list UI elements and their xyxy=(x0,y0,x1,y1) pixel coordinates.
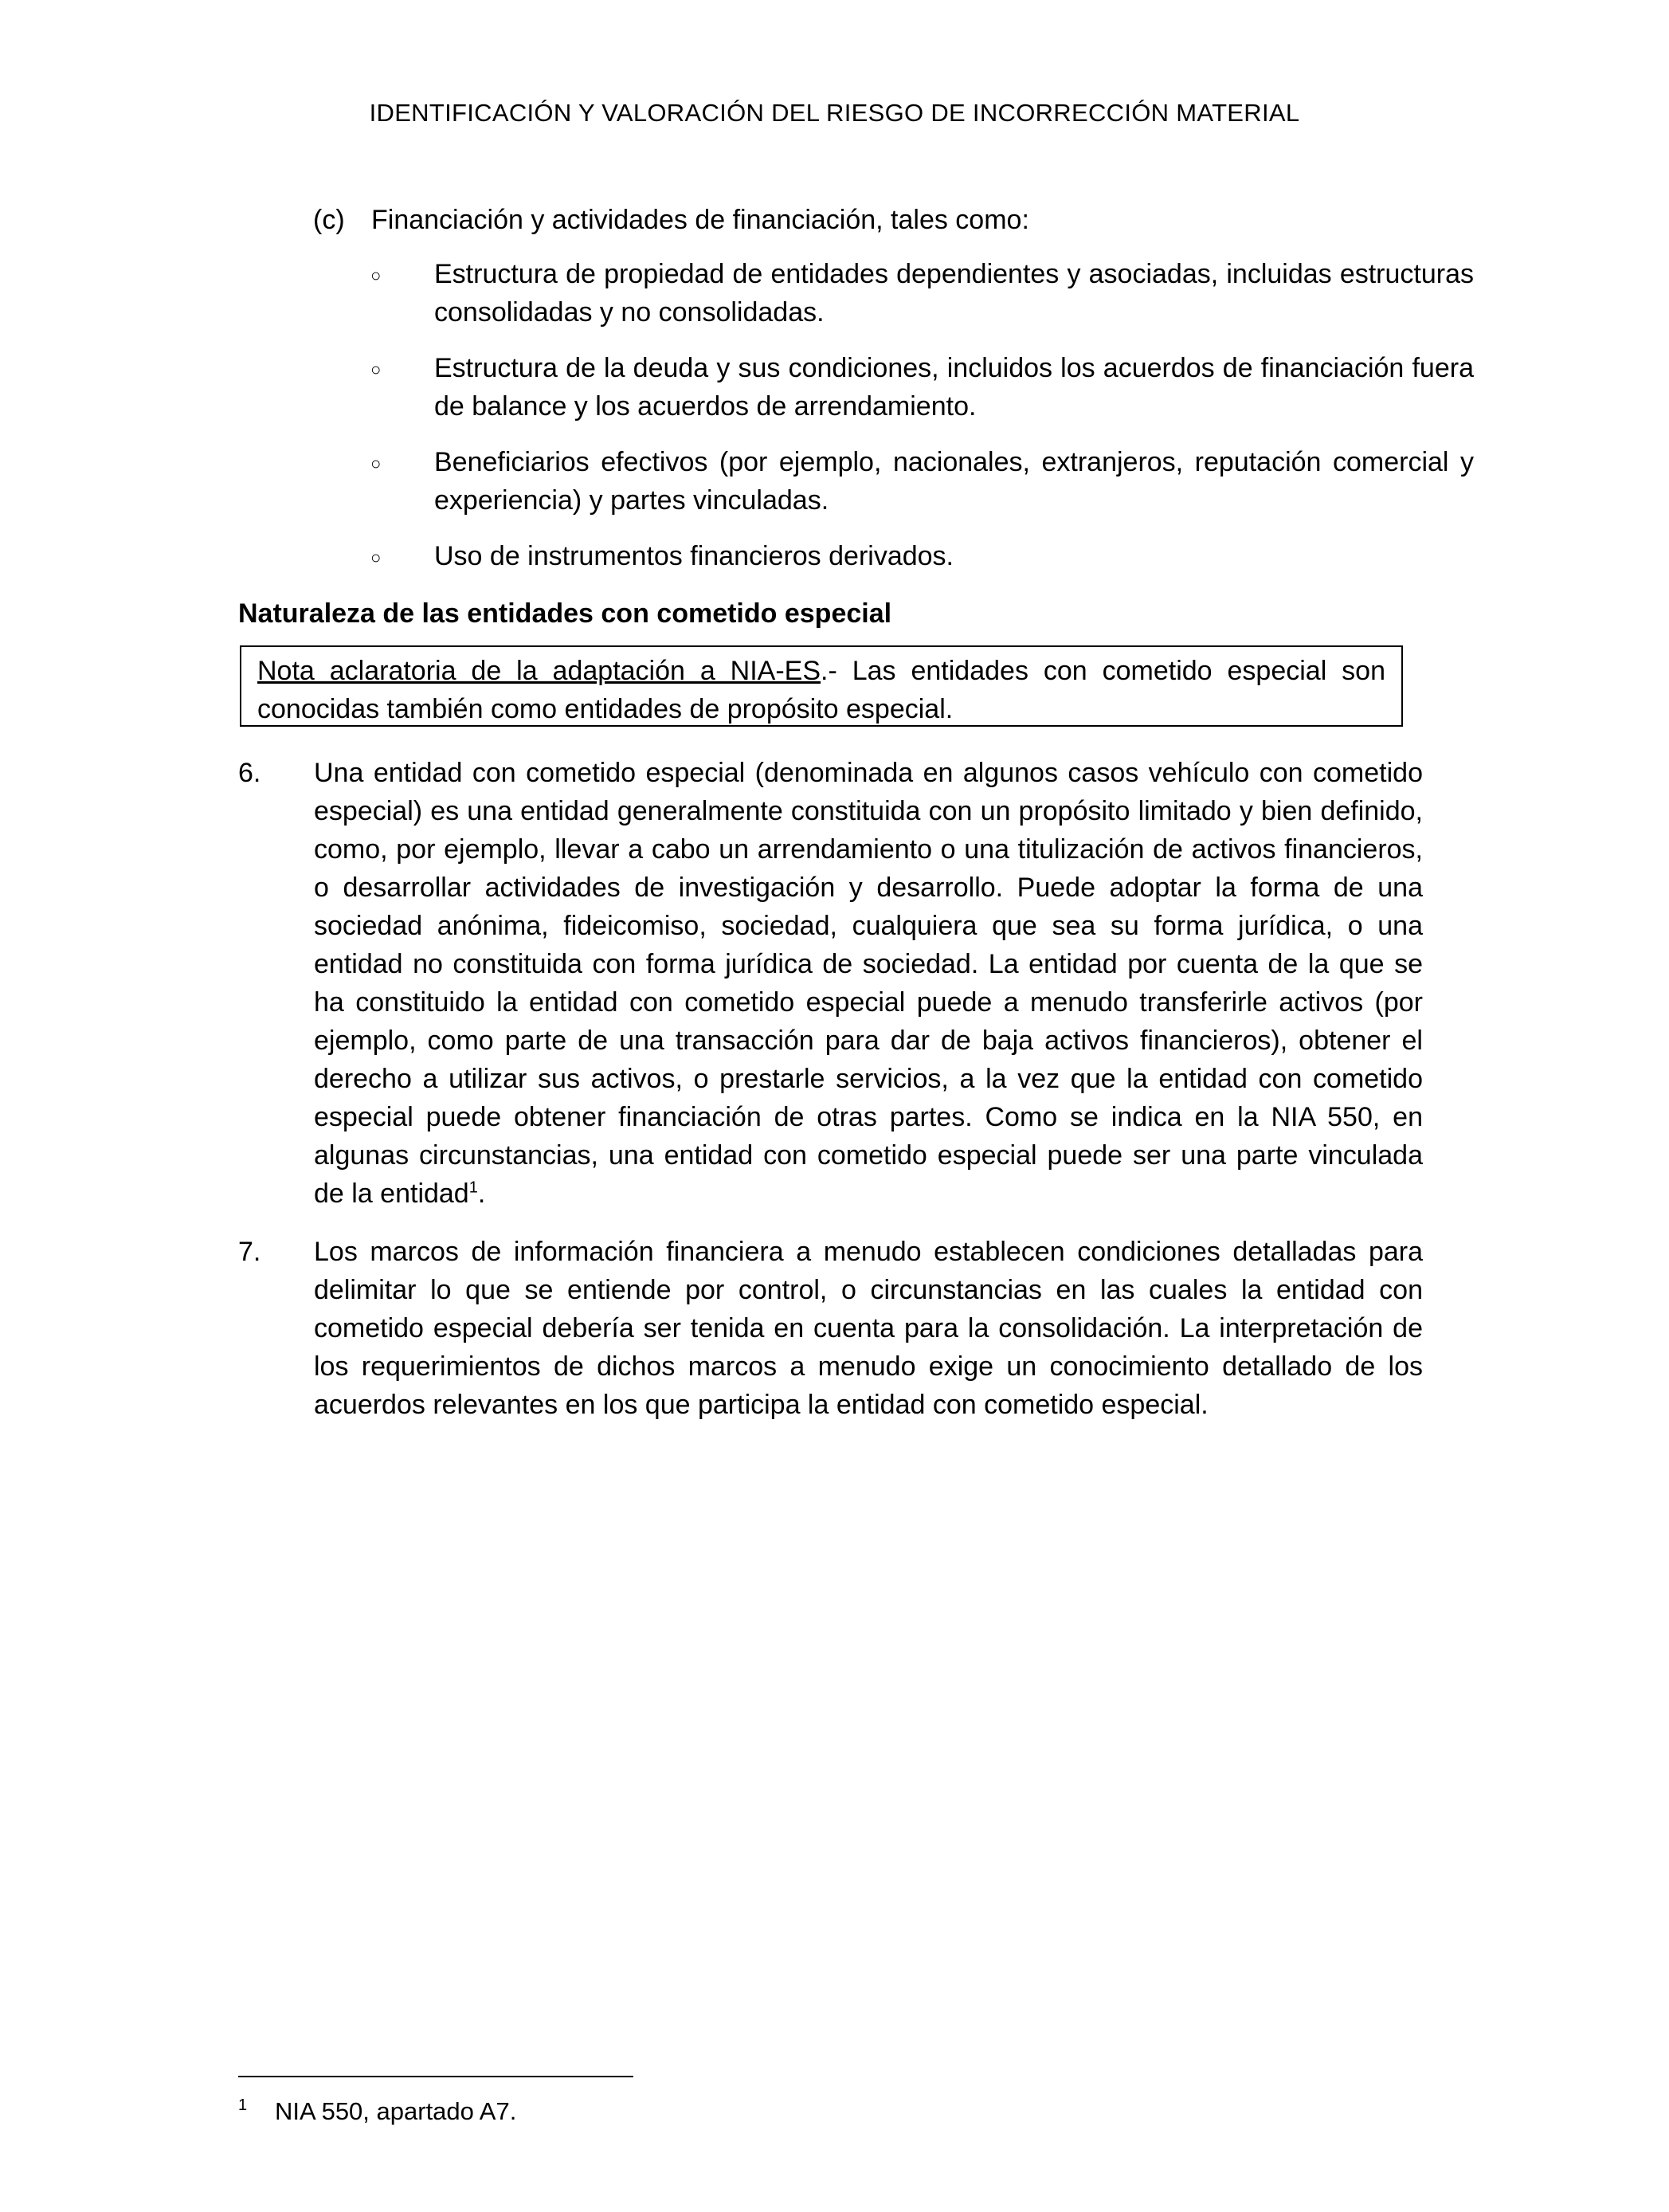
paragraph-text: Los marcos de información financiera a menudo establecen condiciones detalladas para delimitar lo que se entiende por control, o circunstancias en las cuales la entidad con cometido especial debería ser tenida en cuenta para la consolidación. La interpretación de los requerimientos de dichos marcos a menudo exige un conocimiento detallado de los acuerdos relevantes en los que participa la entidad con cometido especial. xyxy=(314,1237,1423,1420)
paragraph-text xyxy=(314,754,1423,1213)
list-marker: (c) xyxy=(313,205,345,235)
footnote-separator xyxy=(238,2076,633,2077)
section-heading: Naturaleza de las entidades con cometido especial xyxy=(238,598,892,629)
bullet-text: Beneficiarios efectivos (por ejemplo, nacionales, extranjeros, reputación comercial y experiencia) y partes vinculadas. xyxy=(434,447,1474,516)
paragraph-body: Una entidad con cometido especial (denominada en algunos casos vehículo con cometido especial) es una entidad generalmente constituida con un propósito limitado y bien definido, como, por ejemplo, llevar a cabo un arrendamiento o una titulización de activos financieros, o desarrollar actividades de investigación y desarrollo. Puede adoptar la forma de una sociedad anónima, fideicomiso, sociedad, cualquiera que sea su forma jurídica, o una entidad no constituida con forma jurídica de sociedad. La entidad por cuenta de la que se ha constituido la entidad con cometido especial puede a menudo transferirle activos (por ejemplo, como parte de una transacción para dar de baja activos financieros), obtener el derecho a utilizar sus activos, o prestarle servicios, a la vez que la entidad con cometido especial puede obtener financiación de otras partes. Como se indica en la NIA 550, en algunas circunstancias, una entidad con cometido especial puede ser una parte vinculada de la entidad xyxy=(314,758,1423,1209)
bullet-text: Estructura de la deuda y sus condiciones, incluidos los acuerdos de financiación fuera de balance y los acuerdos de arrendamiento. xyxy=(434,353,1474,422)
footnote xyxy=(238,2094,517,2132)
running-header: IDENTIFICACIÓN Y VALORACIÓN DEL RIESGO DE INCORRECCIÓN MATERIAL xyxy=(369,99,1300,127)
footnote-text: NIA 550, apartado A7. xyxy=(275,2097,517,2125)
paragraph-number: 6. xyxy=(238,758,261,788)
paragraph-number: 7. xyxy=(238,1237,261,1267)
paragraph-end: . xyxy=(477,1179,486,1209)
note-box xyxy=(240,645,1403,727)
list-item-text: Financiación y actividades de financiación, tales como: xyxy=(371,205,1029,235)
bullet-circle-icon: ○ xyxy=(370,547,382,567)
bullet-text: Estructura de propiedad de entidades dependientes y asociadas, incluidas estructuras consolidadas y no consolidadas. xyxy=(434,259,1474,327)
note-text: .- Las entidades con cometido especial son conocidas también como entidades de propósito especial. xyxy=(257,656,1385,724)
bullet-text: Uso de instrumentos financieros derivados. xyxy=(434,541,954,571)
footnote-mark: 1 xyxy=(238,2096,248,2114)
note-label: Nota aclaratoria de la adaptación a NIA-ES xyxy=(257,656,821,686)
bullet-circle-icon: ○ xyxy=(370,453,382,473)
footnote-reference[interactable]: 1 xyxy=(468,1179,478,1197)
bullet-circle-icon: ○ xyxy=(370,265,382,285)
bullet-circle-icon: ○ xyxy=(370,359,382,379)
